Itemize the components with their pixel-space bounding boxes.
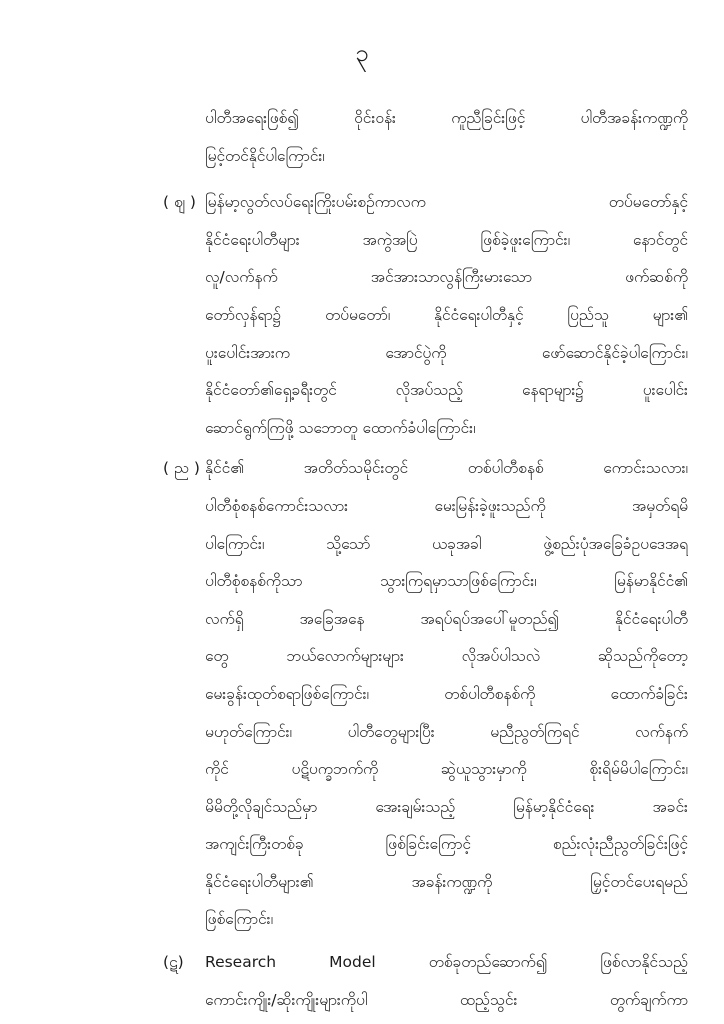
list-item [163, 184, 688, 447]
paragraph-line: ပါတီစုံစနစ်ကိုသာ သွားကြရမှာသာဖြစ်ကြောင်း၊ မြန်မာနိုင်ငံ၏ [205, 572, 688, 591]
paragraph-line: နိုင်ငံရေးပါတီများ အကွဲအပြဲ ဖြစ်ခဲ့ဖူးကြောင်း၊ နောင်တွင် [205, 230, 688, 249]
paragraph-line: နိုင်ငံရေးပါတီများ၏ အခန်းကဏ္ဍကို မြှင့်တင်ပေးရမည် [205, 872, 688, 891]
paragraph-line: ပူးပေါင်းအားက အောင်ပွဲကို ဖော်ဆောင်နိုင်ခဲ့ပါကြောင်း၊ [205, 343, 688, 362]
paragraph-line: ဖြစ်ကြောင်း၊ [205, 910, 274, 929]
paragraph-line: ပါတီစုံစနစ်ကောင်းသလား မေးမြန်းခဲ့ဖူးသည်ကို အမှတ်ရမိ [205, 496, 688, 515]
paragraph-line: နိုင်ငံတော်၏ရှေ့ခရီးတွင် လိုအပ်သည့် နေရာများ၌ ပူးပေါင်း [205, 381, 688, 400]
paragraph-line: ကိုင် ပဋိပက္ခဘက်ကို ဆွဲယူသွားမှာကို စိုးရိမ်မိပါကြောင်း၊ [205, 760, 688, 779]
paragraph-line: ပါကြောင်း၊ သို့သော် ယခုအခါ ဖွဲ့စည်းပုံအခြေခံဥပဒေအရ [205, 534, 688, 553]
paragraph-line: မြန်မာ့လွတ်လပ်ရေးကြိုးပမ်းစဉ်ကာလက တပ်မတော်နှင့် [205, 193, 688, 212]
list-item-marker: ( ဈ ) [163, 193, 196, 212]
paragraph-line: ကောင်းကျိုး/ဆိုးကျိုးများကိုပါ ထည့်သွင်း တွက်ချက်ကာ [205, 990, 688, 1009]
paragraph-line: မြင့်တင်နိုင်ပါကြောင်း၊ [205, 146, 325, 165]
paragraph-line: Research Model တစ်ခုတည်ဆောက်၍ ဖြစ်လာနိုင်သည့် [205, 953, 688, 972]
paragraph-line: တွေ ဘယ်လောက်များများ လိုအပ်ပါသလဲ ဆိုသည်ကိုတော့ [205, 647, 688, 666]
list-item-marker: (ဋ) [163, 953, 184, 972]
paragraph-line: အကျင်းကြီးတစ်ခု ဖြစ်ခြင်းကြောင့် စည်းလုံးညီညွတ်ခြင်းဖြင့် [205, 835, 688, 854]
document-body [163, 100, 688, 1019]
paragraph-line: ဆောင်ရွက်ကြဖို့ သဘောတူ ထောက်ခံပါကြောင်း၊ [205, 418, 476, 437]
intro-paragraph [205, 100, 688, 175]
paragraph-line: ပါတီအရေးဖြစ်၍ ဝိုင်းဝန်း ကူညီခြင်းဖြင့် ပါတီအခန်းကဏ္ဍကို [205, 109, 688, 127]
paragraph-line: လက်ရှိ အခြေအနေ အရပ်ရပ်အပေါ်မူတည်၍ နိုင်ငံရေးပါတီ [205, 609, 688, 628]
paragraph-line: နိုင်ငံ၏ အတိတ်သမိုင်းတွင် တစ်ပါတီစနစ် ကောင်းသလား၊ [205, 459, 688, 478]
paragraph-line: မိမိတို့လိုချင်သည်မှာ အေးချမ်းသည့် မြန်မာ့နိုင်ငံရေး အခင်း [205, 797, 688, 816]
page-number: ၃ [355, 39, 369, 67]
paragraph-line: မေးခွန်းထုတ်စရာဖြစ်ကြောင်း၊ တစ်ပါတီစနစ်ကို ထောက်ခံခြင်း [205, 684, 688, 703]
paragraph-line: လူ/လက်နက် အင်အားသာလွန်ကြီးမားသော ဖက်ဆစ်ကို [205, 268, 688, 287]
list-item [163, 944, 688, 1019]
paragraph-line: တော်လှန်ရာ၌ တပ်မတော်၊ နိုင်ငံရေးပါတီနှင့် ပြည်သူ များ၏ [205, 305, 688, 324]
list-item [163, 450, 688, 939]
paragraph-line: မဟုတ်ကြောင်း၊ ပါတီတွေများပြီး မညီညွတ်ကြရင် လက်နက် [205, 722, 688, 741]
list-item-marker: ( ည ) [163, 459, 200, 478]
